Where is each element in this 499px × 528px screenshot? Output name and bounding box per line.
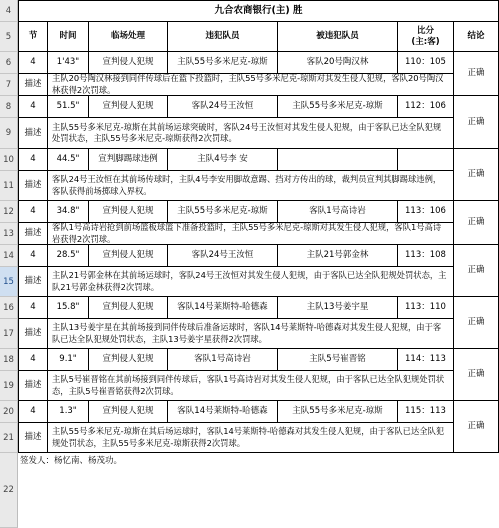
row-5-conclusion: 正确 xyxy=(454,245,499,297)
row-header-22[interactable]: 22 xyxy=(0,453,18,528)
row-8-score: 115：113 xyxy=(398,401,454,423)
row-header-15[interactable]: 15 xyxy=(0,267,18,297)
row-6-call: 宣判侵人犯规 xyxy=(89,297,168,319)
row-header-10[interactable]: 10 xyxy=(0,149,18,171)
row-6-conclusion: 正确 xyxy=(454,297,499,349)
row-7-description: 主队5号崔晋铭在其前场接到同伴传球后，客队1号高诗岩对其发生侵人犯规，由于客队已达全队犯规处罚状态，主队5号崔晋铭获得2次罚球。 xyxy=(48,371,454,401)
row-5-offender: 客队24号王汝恒 xyxy=(168,245,278,267)
row-3-desc-label: 描述 xyxy=(18,171,48,201)
row-header-14[interactable]: 14 xyxy=(0,245,18,267)
row-7-score: 114：113 xyxy=(398,349,454,371)
row-1-call: 宣判侵人犯规 xyxy=(89,52,168,74)
row-4-num: 4 xyxy=(18,201,48,223)
row-7-desc-label: 描述 xyxy=(18,371,48,401)
row-8-num: 4 xyxy=(18,401,48,423)
row-2-call: 宣判侵人犯规 xyxy=(89,96,168,118)
row-1-score: 110：105 xyxy=(398,52,454,74)
row-5-desc-label: 描述 xyxy=(18,267,48,297)
row-4-score: 113：106 xyxy=(398,201,454,223)
header-offender: 违犯队员 xyxy=(168,22,278,52)
row-4-description: 客队1号高诗岩抢到前场篮板球篮下准备投篮时，主队55号多米尼克-琼斯对其发生侵人犯规，客队1号高诗岩获得2次罚球。 xyxy=(48,223,454,245)
row-8-conclusion: 正确 xyxy=(454,401,499,453)
row-3-score xyxy=(398,149,454,171)
row-8-call: 宣判侵人犯规 xyxy=(89,401,168,423)
row-2-description: 主队55号多米尼克-琼斯在其前场运球突破时，客队24号王汝恒对其发生侵人犯规，由于客队已达全队犯规处罚状态，主队55号多米尼克-琼斯获得2次罚球。 xyxy=(48,118,454,149)
row-header-11[interactable]: 11 xyxy=(0,171,18,201)
row-2-score: 112：106 xyxy=(398,96,454,118)
row-3-conclusion: 正确 xyxy=(454,149,499,201)
row-5-time: 28.5" xyxy=(48,245,89,267)
row-header-21[interactable]: 21 xyxy=(0,423,18,453)
row-header-16[interactable]: 16 xyxy=(0,297,18,319)
row-7-call: 宣判侵人犯规 xyxy=(89,349,168,371)
row-6-description: 主队13号姜宇星在其前场接到同伴传球后准备运球时，客队14号莱斯特-哈德森对其发生侵人犯规，由于客队已达全队犯规处罚状态，主队13号姜宇星获得2次罚球。 xyxy=(48,319,454,349)
report-title: 九合农商银行(主) 胜 xyxy=(18,0,499,22)
row-4-desc-label: 描述 xyxy=(18,223,48,245)
row-6-num: 4 xyxy=(18,297,48,319)
row-header-5[interactable]: 5 xyxy=(0,22,18,52)
row-7-num: 4 xyxy=(18,349,48,371)
row-8-time: 1.3" xyxy=(48,401,89,423)
row-3-offended xyxy=(278,149,398,171)
row-header-6[interactable]: 6 xyxy=(0,52,18,74)
row-5-num: 4 xyxy=(18,245,48,267)
header-score: 比分 (主:客) xyxy=(398,22,454,52)
row-header-4[interactable]: 4 xyxy=(0,0,18,22)
row-8-offender: 客队14号莱斯特-哈德森 xyxy=(168,401,278,423)
row-header-8[interactable]: 8 xyxy=(0,96,18,118)
header-conclusion: 结论 xyxy=(454,22,499,52)
row-6-desc-label: 描述 xyxy=(18,319,48,349)
row-4-offended: 客队1号高诗岩 xyxy=(278,201,398,223)
header-time: 时间 xyxy=(48,22,89,52)
row-header-18[interactable]: 18 xyxy=(0,349,18,371)
row-6-score: 113：110 xyxy=(398,297,454,319)
row-1-offended: 客队20号陶汉林 xyxy=(278,52,398,74)
row-8-description: 主队55号多米尼克-琼斯在其后场运球时，客队14号莱斯特-哈德森对其发生侵人犯规，由于客队已达全队犯规处罚状态，主队55号多米尼克-琼斯获得2次罚球。 xyxy=(48,423,454,453)
row-4-call: 宣判侵人犯规 xyxy=(89,201,168,223)
row-4-offender: 主队55号多米尼克-琼斯 xyxy=(168,201,278,223)
row-header-17[interactable]: 17 xyxy=(0,319,18,349)
row-header-12[interactable]: 12 xyxy=(0,201,18,223)
row-5-score: 113：108 xyxy=(398,245,454,267)
row-1-description: 主队20号陶汉林接到同伴传球后在篮下投篮时，主队55号多米尼克-琼斯对其发生侵人犯规，客队20号陶汉林获得2次罚球。 xyxy=(48,74,454,96)
row-header-7[interactable]: 7 xyxy=(0,74,18,96)
row-4-time: 34.8" xyxy=(48,201,89,223)
row-1-time: 1'43" xyxy=(48,52,89,74)
row-2-num: 4 xyxy=(18,96,48,118)
row-3-time: 44.5" xyxy=(48,149,89,171)
row-3-description: 客队24号王汝恒在其前场传球时，主队4号李安用脚故意踢、挡对方传出的球，裁判员宣判其脚踢球违例，客队获得前场掷球入界权。 xyxy=(48,171,454,201)
row-3-num: 4 xyxy=(18,149,48,171)
signature: 签发人：杨忆南、杨茂功。 xyxy=(20,456,123,466)
row-4-conclusion: 正确 xyxy=(454,201,499,245)
row-6-offender: 客队14号莱斯特-哈德森 xyxy=(168,297,278,319)
row-3-call: 宣判脚踢球违例 xyxy=(89,149,168,171)
row-7-offended: 主队5号崔晋铭 xyxy=(278,349,398,371)
header-offended: 被违犯队员 xyxy=(278,22,398,52)
row-6-time: 15.8" xyxy=(48,297,89,319)
row-1-offender: 主队55号多米尼克-琼斯 xyxy=(168,52,278,74)
row-1-num: 4 xyxy=(18,52,48,74)
row-header-20[interactable]: 20 xyxy=(0,401,18,423)
row-1-desc-label: 描述 xyxy=(18,74,48,96)
row-7-time: 9.1" xyxy=(48,349,89,371)
row-header-13[interactable]: 13 xyxy=(0,223,18,245)
row-5-call: 宣判侵人犯规 xyxy=(89,245,168,267)
row-2-desc-label: 描述 xyxy=(18,118,48,149)
row-8-desc-label: 描述 xyxy=(18,423,48,453)
row-1-conclusion: 正确 xyxy=(454,52,499,96)
row-header-19[interactable]: 19 xyxy=(0,371,18,401)
row-2-time: 51.5" xyxy=(48,96,89,118)
header-call: 临场处理 xyxy=(89,22,168,52)
row-5-description: 主队21号郭金林在其前场运球时，客队24号王汝恒对其发生侵人犯规，由于客队已达全队犯规处罚状态，主队21号郭金林获得2次罚球。 xyxy=(48,267,454,297)
row-header-9[interactable]: 9 xyxy=(0,118,18,149)
row-2-conclusion: 正确 xyxy=(454,96,499,149)
row-2-offended: 主队55号多米尼克-琼斯 xyxy=(278,96,398,118)
row-7-conclusion: 正确 xyxy=(454,349,499,401)
row-2-offender: 客队24号王汝恒 xyxy=(168,96,278,118)
row-7-offender: 客队1号高诗岩 xyxy=(168,349,278,371)
row-8-offended: 主队55号多米尼克-琼斯 xyxy=(278,401,398,423)
row-3-offender: 主队4号李 安 xyxy=(168,149,278,171)
header-num: 节 xyxy=(18,22,48,52)
row-5-offended: 主队21号郭金林 xyxy=(278,245,398,267)
row-6-offended: 主队13号姜宇星 xyxy=(278,297,398,319)
